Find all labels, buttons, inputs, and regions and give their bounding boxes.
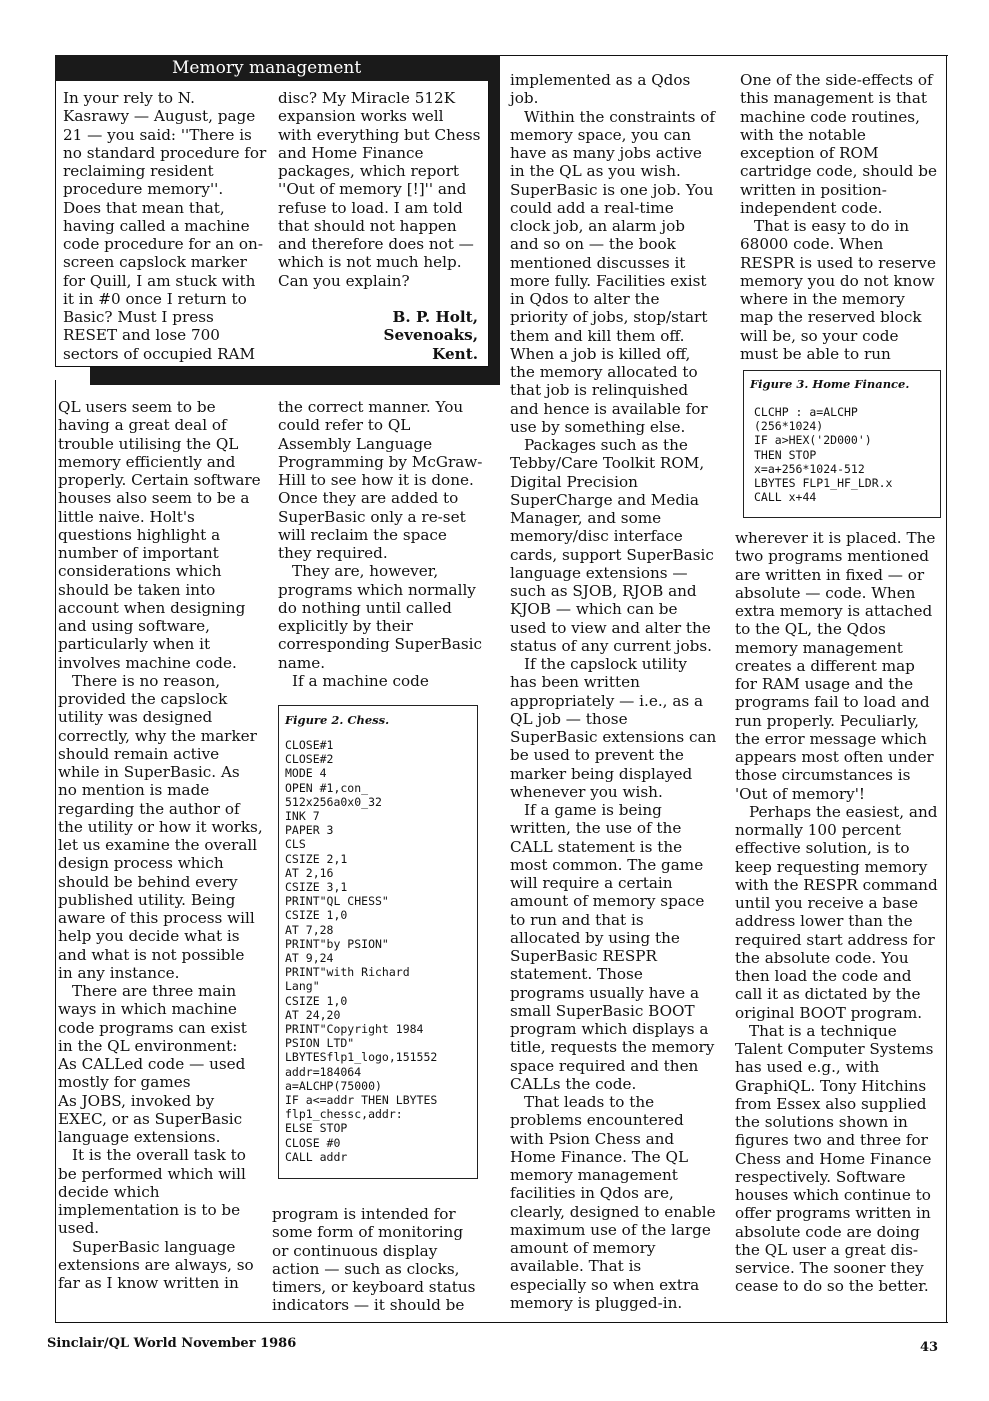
col2-para: program is intended for some form of monitoring or continuous display action — such as clocks, timers, or keyboard status indicators — it should be: [272, 1205, 476, 1315]
col3-para: That leads to the problems encountered with Psion Chess and Home Finance. The QL memory management facilities in Qdos are, clearly, designed to enable maximum use of the large amount of memory available. That is especially so when extra memory is plugged-in.: [510, 1093, 716, 1312]
outer-frame-right: [946, 55, 947, 1323]
figure-2-title: Figure 2. Chess.: [285, 713, 390, 727]
col1-para: There is no reason, provided the capslock utility was designed correctly, why the marker should remain active while in SuperBasic. As no mention is made regarding the author of the utility or how it works, let us examine the overall design process which should be behind every published utility. Being aware of this process will help you decide what is and what is not possible in any instance.: [58, 671, 263, 982]
figure-2-box: [278, 705, 478, 1179]
col4-para: That is a technique Talent Computer Systems has used e.g., with GraphiQL. Tony Hitchins from Essex also supplied the solutions shown in figures two and three for Chess and Home Finance respectively. Software houses which continue to offer programs written in absolute code are doing the QL user a great dis-service. The sooner they cease to do so the better.: [735, 1021, 934, 1296]
col4-para: That is easy to do in 68000 code. When RESPR is used to reserve memory you do not know where in the memory map the reserved block will be, so your code must be able to run: [740, 217, 936, 363]
figure-2-code: CLOSE#1 CLOSE#2 MODE 4 OPEN #1,con_ 512x256a0x0_32 INK 7 PAPER 3 CLS CSIZE 2,1 AT 2,16 CSIZE 3,1 PRINT"QL CHESS" CSIZE 1,0 AT 7,28 PRINT"by PSION" AT 9,24 PRINT"with Richard Lang" CSIZE 1,0 AT 24,20 PRINT"Copyright 1984 PSION LTD" LBYTESflp1_logo,151552 addr=184064 a=ALCHP(75000) IF a<=addr THEN LBYTES flp1_chessc,addr: ELSE STOP CLOSE #0 CALL addr: [285, 738, 438, 1164]
col2-para: If a machine code: [292, 671, 429, 690]
col4-para: wherever it is placed. The two programs mentioned are written in fixed — or absolute — code. When extra memory is attached to the QL, the Qdos memory management creates a different map for RAM usage and the programs fail to load and run properly. Peculiarly, the error message which appears most often under those circumstances is 'Out of memory'!: [735, 529, 936, 803]
col1-para: SuperBasic language extensions are always, so far as I know written in: [58, 1237, 254, 1292]
figure-3-box: [743, 370, 941, 518]
letter-title-bar: [55, 55, 489, 81]
col2-para: the correct manner. You could refer to QL Assembly Language Programming by McGraw-Hill to see how it is done. Once they are added to SuperBasic only a re-set will reclaim the space they required.: [278, 398, 483, 562]
signature-town: Sevenoaks,: [383, 326, 478, 345]
letter-signature: [300, 308, 478, 363]
signature-county: Kent.: [432, 344, 478, 363]
outer-frame-left: [55, 380, 56, 1323]
col1-para: There are three main ways in which machine code programs can exist in the QL environment:: [58, 982, 247, 1055]
col3-para: If the capslock utility has been written appropriately — i.e., as a QL job — those SuperBasic extensions can be used to prevent the marker being displayed whenever you wish.: [510, 655, 717, 801]
column-2-bottom: [272, 1205, 484, 1315]
outer-frame-top: [487, 55, 948, 56]
col4-para: Perhaps the easiest, and normally 100 percent effective solution, is to keep requesting memory with the RESPR command until you receive a base address lower than the required start address for the absolute code. You then load the code and call it as dictated by the original BOOT program.: [735, 802, 938, 1022]
col3-para: implemented as a Qdos job.: [510, 71, 691, 108]
column-1: [58, 398, 263, 1292]
column-2-top: [278, 398, 483, 690]
col1-para: It is the overall task to be performed which will decide which implementation is to be used.: [58, 1146, 246, 1238]
col1-list-item: As CALLed code — used mostly for games: [58, 1055, 246, 1092]
letter-title: Memory management: [172, 58, 362, 78]
col2-para: They are, however, programs which normally do nothing until called explicitly by their corresponding SuperBasic name.: [278, 562, 483, 672]
col3-para: If a game is being written, the use of the CALL statement is the most common. The game will require a certain amount of memory space to run and that is allocated by using the SuperBasic RESPR statement. Those programs usually have a small SuperBasic BOOT program which displays a title, requests the memory space required and then CALLs the code.: [510, 801, 715, 1093]
column-4-top: [740, 71, 940, 363]
outer-frame-bottom: [55, 1322, 948, 1323]
figure-3-title: Figure 3. Home Finance.: [750, 377, 910, 391]
figure-3-code: CLCHP : a=ALCHP (256*1024) IF a>HEX('2D000') THEN STOP x=a+256*1024-512 LBYTES FLP1_HF_LDR.x CALL x+44: [754, 405, 893, 505]
signature-name: B. P. Holt,: [392, 308, 478, 326]
col1-para: QL users seem to be having a great deal of trouble utilising the QL memory efficiently and properly. Certain software houses also seem to be a little naive. Holt's questions highlight a number of important considerations which should be taken into account when designing and using software, particularly when it involves machine code.: [58, 398, 261, 672]
column-4-bottom: [735, 529, 941, 1296]
col3-para: Within the constraints of memory space, you can have as many jobs active in the QL as you wish. SuperBasic is one job. You could add a real-time clock job, an alarm job and so on — the book mentioned discusses it more fully. Facilities exist in Qdos to alter the priority of jobs, stop/start them and kill them off. When a job is killed off, the memory allocated to that job is relinquished and hence is available for use by something else.: [510, 107, 716, 436]
letter-col1: In your rely to N. Kasrawy — August, page 21 — you said: ''There is no standard procedure for reclaiming resident procedure memory''. Does that mean that, having called a machine code procedure for an on- screen capslock marker for Quill, I am stuck with it in #0 once I return to Basic? Must I press RESET and lose 700 sectors of occupied RAM: [63, 89, 267, 363]
page-number: 43: [920, 1340, 939, 1355]
col1-list-item: As JOBS, invoked by EXEC, or as SuperBasic language extensions.: [58, 1091, 243, 1146]
column-3: [510, 71, 718, 1312]
col3-para: Packages such as the Tebby/Care Toolkit ROM, Digital Precision SuperCharge and Media Manager, and some memory/disc interface cards, support SuperBasic language extensions — such as SJOB, RJOB and KJOB — which can be used to view and alter the status of any current jobs.: [510, 436, 714, 655]
letter-col2: disc? My Miracle 512K expansion works well with everything but Chess and Home Finance packages, which report ''Out of memory [!]'' and refuse to load. I am told that should not happen and therefore does not — which is not much help. Can you explain?: [278, 89, 481, 290]
footer-publication: Sinclair/QL World November 1986: [47, 1336, 297, 1351]
col4-para: One of the side-effects of this management is that machine code routines, with the notable exception of ROM cartridge code, should be written in position-independent code.: [740, 71, 937, 217]
